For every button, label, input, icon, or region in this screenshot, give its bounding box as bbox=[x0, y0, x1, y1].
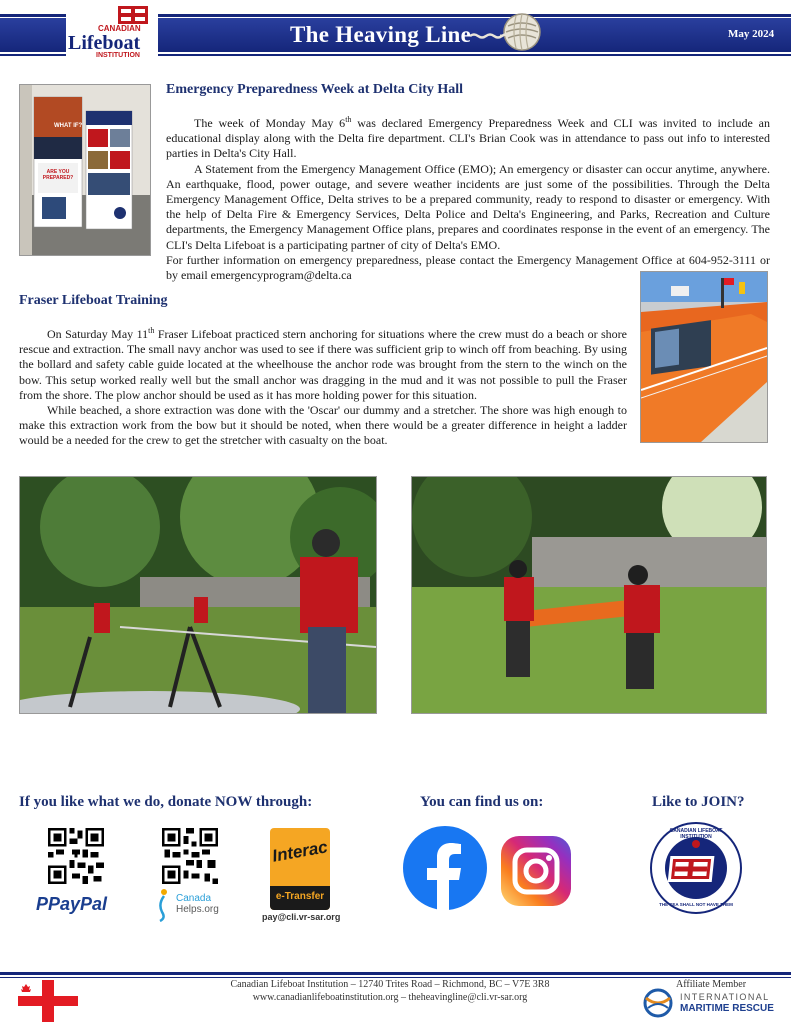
article1-heading-wrap bbox=[166, 82, 463, 98]
footer-address: Canadian Lifeboat Institution – 12740 Trites Road – Richmond, BC – V7E 3R8 bbox=[230, 979, 550, 990]
article2-heading: Fraser Lifeboat Training bbox=[19, 293, 168, 308]
interac-label: Interac bbox=[270, 837, 330, 866]
article2-body bbox=[19, 323, 627, 449]
stern-anchor-photo bbox=[19, 476, 377, 714]
footer-rule-thin bbox=[0, 977, 791, 978]
interac-etransfer-logo[interactable] bbox=[270, 828, 330, 910]
newsletter-title: The Heaving Line bbox=[290, 22, 472, 47]
paypal-link[interactable]: PPayPal bbox=[36, 894, 108, 914]
logo-canadian-text: CANADIAN bbox=[98, 24, 141, 33]
canadahelps-label-1: Canada bbox=[176, 893, 212, 904]
imr-globe-icon bbox=[640, 988, 676, 1018]
article1-paragraph-2: A Statement from the Emergency Management Office (EMO); An emergency or disaster can occur anytime, anywhere. An earthquake, flood, power outage, and severe weather incidents are just some of the possibilities. Through the Delta Emergency Management Office, Delta strives to be a prepared community, ready to respond to disaster or emergency. With the help of Delta Fire & Emergency Services, Delta Police and Delta's Engineering, and Parks, Recreation and Culture departments, the Emergency Management Office plans, prepares and coordinates response in the event of an emergency. The CLI's Delta Lifeboat is a participating partner of city of Delta's EMO. bbox=[166, 161, 770, 252]
monkey-fist-knot-icon bbox=[500, 10, 544, 54]
facebook-icon[interactable] bbox=[403, 826, 487, 910]
etransfer-label: e-Transfer bbox=[275, 891, 325, 902]
article2-p1-start: On Saturday May 11 bbox=[47, 327, 149, 341]
logo-lifeboat-text: Lifeboat bbox=[68, 32, 141, 54]
paypal-label: PayPal bbox=[48, 894, 108, 914]
footer-cli-flag-icon bbox=[18, 980, 78, 1022]
etransfer-email[interactable]: pay@cli.vr-sar.org bbox=[262, 912, 341, 922]
article2-heading-wrap bbox=[19, 293, 168, 309]
badge-top-text: CANADIAN LIFEBOAT INSTITUTION bbox=[669, 828, 723, 840]
cli-flag-icon bbox=[118, 6, 148, 24]
canadahelps-label-2: Helps.org bbox=[176, 904, 219, 915]
instagram-icon[interactable] bbox=[501, 836, 571, 906]
imr-label-top: INTERNATIONAL bbox=[680, 992, 770, 1002]
article1-p1-end: was declared Emergency Preparedness Week and CLI was invited to include an educational display along with the Delta fire department. CLI's Brian Cook was in attendance to pass out info to interested parties in Delta's City Hall. bbox=[166, 116, 770, 161]
footer-rule bbox=[0, 972, 791, 975]
social-heading: You can find us on: bbox=[420, 794, 544, 810]
emergency-display-photo bbox=[19, 84, 151, 256]
article2-p1-end: Fraser Lifeboat practiced stern anchoring for situations where the crew must do a beach or shore rescue and extraction. The small navy anchor was used to see if there was sufficient grip to winch off from beaching. By using the bollard and safety cable guide located at the wheelhouse the anchor rode was brought from the stern to the winch on the bow. This setup worked really well but the small anchor was dragging in the mud and it was not possible to pull the Fraser from the shore. The plow anchor should be used as it has more holding power for this situation. bbox=[19, 327, 628, 402]
canadahelps-figure-icon bbox=[156, 888, 172, 922]
logo-institution-text: INSTITUTION bbox=[96, 52, 140, 59]
join-heading: Like to JOIN? bbox=[652, 794, 745, 810]
paypal-qr-code[interactable] bbox=[48, 828, 104, 884]
banner-text-what-if: WHAT IF? bbox=[54, 123, 83, 129]
article1-p1-sup: th bbox=[345, 115, 352, 124]
article1-paragraph-3: For further information on emergency preparedness, please contact the Emergency Management Office at 604-952-3111 or by email emergencyprogram@delta.ca bbox=[166, 252, 770, 283]
imr-label-bottom: MARITIME RESCUE bbox=[680, 1003, 774, 1014]
lifeboat-bow-photo bbox=[640, 271, 768, 443]
affiliate-label: Affiliate Member bbox=[676, 979, 747, 990]
banner-text-prepared: ARE YOU PREPARED? bbox=[42, 169, 74, 181]
article2-p1-sup: th bbox=[148, 326, 155, 335]
stretcher-extraction-photo bbox=[411, 476, 767, 714]
canadahelps-link[interactable] bbox=[176, 893, 219, 915]
canadahelps-qr-code[interactable] bbox=[162, 828, 218, 884]
article1-heading: Emergency Preparedness Week at Delta City Hall bbox=[166, 82, 464, 97]
issue-date: May 2024 bbox=[728, 28, 775, 40]
article1-p1-start: The week of Monday May 6 bbox=[194, 116, 346, 130]
donate-heading: If you like what we do, donate NOW through: bbox=[19, 794, 313, 810]
article1-paragraph-1 bbox=[166, 112, 770, 162]
rope-icon bbox=[470, 33, 506, 39]
article2-paragraph-1 bbox=[19, 323, 627, 403]
footer-contact-links[interactable]: www.canadianlifeboatinstitution.org – theheavingline@cli.vr-sar.org bbox=[252, 992, 528, 1003]
badge-bottom-text: THE SEA SHALL NOT HAVE THEM bbox=[659, 902, 733, 907]
article2-paragraph-2: While beached, a shore extraction was done with the 'Oscar' our dummy and a stretcher. The shore was high enough to make this extraction work from the bow but it should be noted, when there would be a greater difference in height a ladder would be a needed for the crew to get the stretcher with casualty on the boat. bbox=[19, 403, 627, 448]
article1-body bbox=[166, 112, 770, 283]
